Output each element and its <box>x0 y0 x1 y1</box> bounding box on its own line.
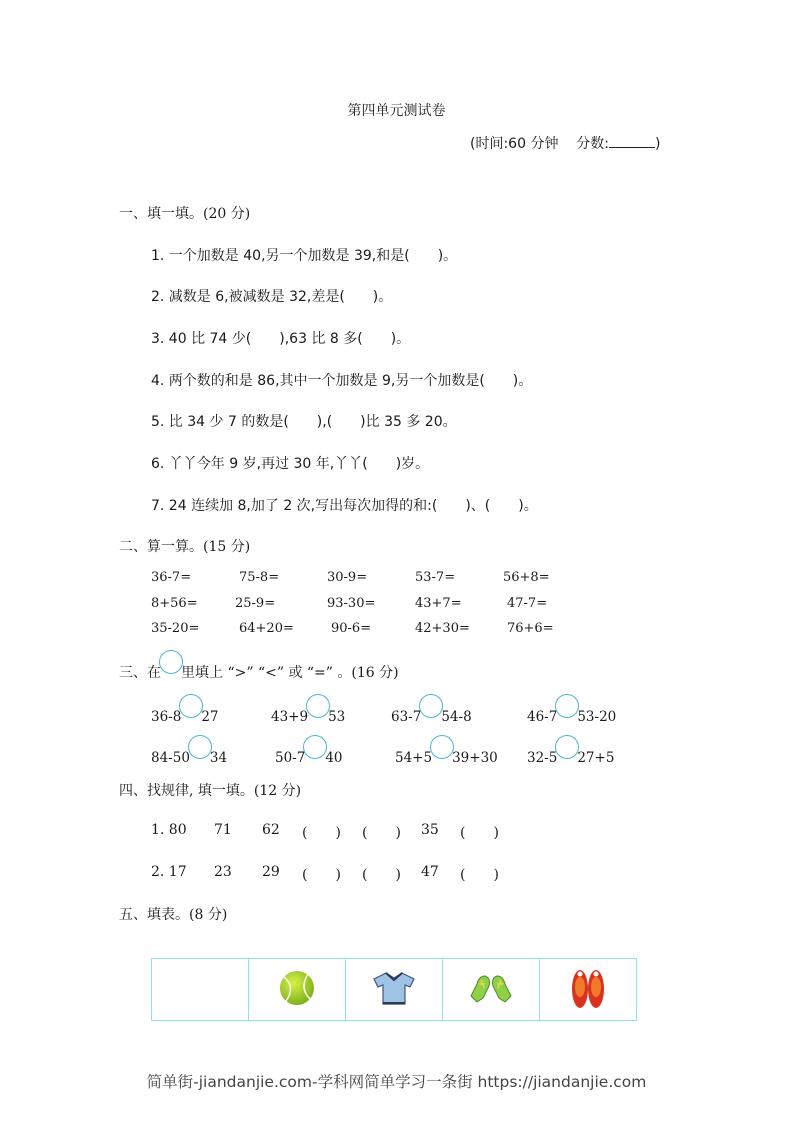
seq-blank[interactable]: ( ) <box>362 867 401 883</box>
exam-meta <box>470 133 660 153</box>
t-shirt-icon <box>372 970 416 1006</box>
compare-item: 54+5 39+30 <box>395 741 498 766</box>
time-label: (时间:60 分钟 <box>470 136 559 152</box>
question-1-2: 2. 减数是 6,被减数是 32,差是( )。 <box>151 289 393 305</box>
section3-heading <box>119 656 399 682</box>
seq-blank[interactable]: ( ) <box>460 825 499 841</box>
compare-item: 84-50 34 <box>151 741 227 766</box>
section4-heading: 四、找规律, 填一填。(12 分) <box>119 783 302 799</box>
seq-value: 2. 17 <box>151 864 187 880</box>
page-title: 第四单元测试卷 <box>347 103 446 119</box>
tennis-ball-icon <box>278 969 316 1007</box>
table-cell-gloves <box>443 959 540 1021</box>
calc-item: 35-20= <box>151 621 200 636</box>
question-1-7: 7. 24 连续加 8,加了 2 次,写出每次加得的和:( )、( )。 <box>151 498 538 514</box>
answer-circle[interactable] <box>303 735 327 759</box>
compare-item: 32-5 27+5 <box>527 741 614 766</box>
answer-circle[interactable] <box>430 735 454 759</box>
score-label: 分数: <box>576 136 609 152</box>
calc-item: 30-9= <box>327 570 368 585</box>
calc-item: 93-30= <box>327 596 376 611</box>
seq-value: 62 <box>262 822 280 838</box>
table-row <box>152 959 637 1021</box>
gloves-icon <box>467 970 515 1006</box>
calc-item: 64+20= <box>239 621 294 636</box>
calc-item: 43+7= <box>415 596 462 611</box>
seq-blank[interactable]: ( ) <box>302 825 341 841</box>
answer-circle[interactable] <box>188 735 212 759</box>
sneakers-icon <box>568 965 608 1011</box>
answer-circle[interactable] <box>419 694 443 718</box>
question-1-4: 4. 两个数的和是 86,其中一个加数是 9,另一个加数是( )。 <box>151 373 533 389</box>
score-blank[interactable] <box>609 135 655 148</box>
seq-blank[interactable]: ( ) <box>460 867 499 883</box>
score-close: ) <box>654 136 661 152</box>
calc-item: 47-7= <box>507 596 548 611</box>
compare-item: 63-7 54-8 <box>391 700 472 725</box>
calc-item: 75-8= <box>239 570 280 585</box>
seq-value: 47 <box>421 864 439 880</box>
circle-icon <box>159 650 183 674</box>
calc-item: 42+30= <box>415 621 470 636</box>
seq-blank[interactable]: ( ) <box>362 825 401 841</box>
calc-item: 56+8= <box>503 570 550 585</box>
calc-item: 25-9= <box>235 596 276 611</box>
question-1-6: 6. 丫丫今年 9 岁,再过 30 年,丫丫( )岁。 <box>151 456 430 472</box>
compare-item: 36-8 27 <box>151 700 219 725</box>
question-1-3: 3. 40 比 74 少( ),63 比 8 多( )。 <box>151 331 411 347</box>
table-cell-empty[interactable] <box>152 959 249 1021</box>
table-cell-shoes <box>540 959 637 1021</box>
calc-item: 36-7= <box>151 570 192 585</box>
calc-item: 53-7= <box>415 570 456 585</box>
section5-heading: 五、填表。(8 分) <box>119 907 228 923</box>
compare-item: 46-7 53-20 <box>527 700 616 725</box>
compare-item: 50-7 40 <box>275 741 343 766</box>
calc-item: 76+6= <box>507 621 554 636</box>
footer-watermark: 简单街-jiandanjie.com-学科网简单学习一条街 https://jiandanjie.com <box>146 1073 647 1091</box>
seq-value: 29 <box>262 864 280 880</box>
seq-value: 1. 80 <box>151 822 187 838</box>
question-1-5: 5. 比 34 少 7 的数是( ),( )比 35 多 20。 <box>151 414 457 430</box>
fill-table <box>151 958 637 1021</box>
seq-blank[interactable]: ( ) <box>302 867 341 883</box>
table-cell-ball <box>249 959 346 1021</box>
section3-heading-pre: 三、在 <box>119 665 161 681</box>
section2-heading: 二、算一算。(15 分) <box>119 539 251 555</box>
compare-item: 43+9 53 <box>271 700 345 725</box>
answer-circle[interactable] <box>555 694 579 718</box>
calc-item: 8+56= <box>151 596 198 611</box>
answer-circle[interactable] <box>179 694 203 718</box>
section1-heading: 一、填一填。(20 分) <box>119 206 251 222</box>
answer-circle[interactable] <box>306 694 330 718</box>
table-cell-shirt <box>346 959 443 1021</box>
section3-heading-post: 里填上 “>” “<” 或 “=” 。(16 分) <box>181 665 399 681</box>
seq-value: 23 <box>214 864 232 880</box>
question-1-1: 1. 一个加数是 40,另一个加数是 39,和是( )。 <box>151 248 458 264</box>
seq-value: 71 <box>214 822 232 838</box>
seq-value: 35 <box>421 822 439 838</box>
calc-item: 90-6= <box>331 621 372 636</box>
answer-circle[interactable] <box>555 735 579 759</box>
